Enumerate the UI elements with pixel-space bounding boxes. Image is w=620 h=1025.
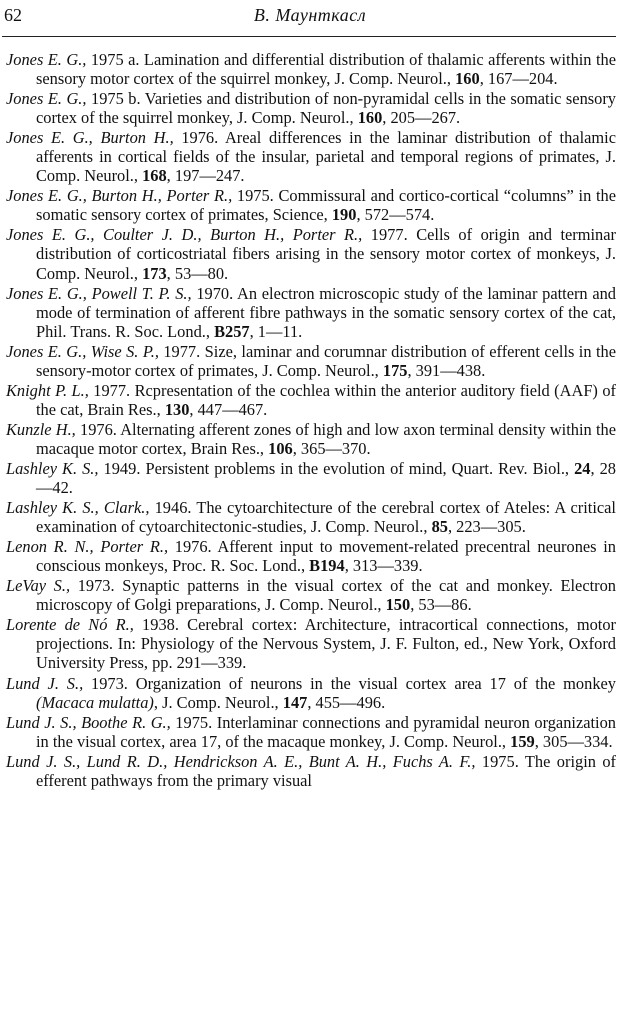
reference-entry xyxy=(6,752,616,790)
reference-text: , 167—204. xyxy=(479,69,558,89)
reference-authors: Kunzle H., xyxy=(6,419,76,439)
reference-volume: B257 xyxy=(214,321,250,341)
reference-text: 1977. Cells of origin and terminar distribution of corticostriatal fibers arising in the sensory motor cortex of monkeys, J. Comp. Neurol., xyxy=(36,225,616,283)
reference-volume: 159 xyxy=(510,731,535,751)
reference-text: 1949. Persistent problems in the evolution of mind, Quart. Rev. Biol., xyxy=(98,458,575,478)
reference-volume: 130 xyxy=(164,399,190,419)
reference-list xyxy=(6,50,616,791)
reference-text: , 53—86. xyxy=(410,595,472,615)
reference-authors: Jones E. G., Burton H., Porter R., xyxy=(6,186,233,206)
reference-text: 1977. Rcpresentation of the cochlea within the anterior auditory field (AAF) of the cat, Brain Res., xyxy=(36,380,616,419)
reference-entry xyxy=(6,537,616,575)
reference-volume: 106 xyxy=(268,438,293,458)
reference-species: (Macaca mulatta) xyxy=(36,692,154,712)
reference-text: , 313—339. xyxy=(344,556,423,576)
reference-authors: Lashley K. S., Clark., xyxy=(6,498,150,518)
reference-entry xyxy=(6,459,616,497)
reference-volume: 150 xyxy=(385,595,411,615)
reference-entry xyxy=(6,713,616,751)
reference-volume: 160 xyxy=(357,108,383,128)
reference-text: 1970. An electron microscopic study of the laminar pattern and mode of termination of afferent fibre pathways in the somatic sensory cortex of the cat, Phil. Trans. R. Soc. Lond., xyxy=(36,283,616,341)
reference-text: 1946. The cytoarchitecture of the cerebral cortex of Ateles: A critical examination of cytoarchitectonic-studies, J. Comp. Neurol., xyxy=(36,498,616,537)
reference-text: , 391—438. xyxy=(407,360,486,380)
reference-text: , 28—42. xyxy=(36,458,616,498)
reference-text: 1976. Alternating afferent zones of high and low axon terminal density within the macaque motor cortex, Brain Res., xyxy=(36,419,616,458)
header-rule xyxy=(2,36,616,37)
reference-text: 1977. Size, laminar and corumnar distribution of efferent cells in the sensory-motor cortex of primates, J. Comp. Neurol., xyxy=(36,341,616,380)
reference-text: , 205—267. xyxy=(382,108,461,128)
reference-text: , J. Comp. Neurol., xyxy=(153,692,283,712)
reference-text: 1975 b. Varieties and distribution of non-pyramidal cells in the somatic sensory cortex of the squirrel monkey, J. Comp. Neurol., xyxy=(36,89,616,128)
reference-volume: 147 xyxy=(282,692,308,712)
reference-authors: LeVay S., xyxy=(6,576,71,596)
page-number: 62 xyxy=(4,5,22,25)
running-title: В. Маунткасл xyxy=(253,5,367,25)
reference-text: 1976. Areal differences in the laminar distribution of thalamic afferents in cortical fields of the insular, parietal and temporal regions of primates, J. Comp. Neurol., xyxy=(36,128,616,186)
reference-text: , 53—80. xyxy=(166,263,229,283)
reference-text: 1973. Organization of neurons in the visual cortex area 17 of the monkey xyxy=(83,673,616,693)
reference-volume: 190 xyxy=(331,205,357,225)
reference-authors: Jones E. G., Wise S. P., xyxy=(6,341,159,361)
reference-authors: Jones E. G., Coulter J. D., Burton H., Porter R., xyxy=(6,225,363,245)
reference-text: 1975. Commissural and cortico-cortical “columns” in the somatic sensory cortex of primates, Science, xyxy=(36,186,616,225)
reference-authors: Jones E. G., Burton H., xyxy=(6,128,174,148)
reference-text: 1938. Cerebral cortex: Architecture, intracortical connections, motor projections. In: Physiology of the Nervous System, J. F. Fulton, ed., New York, Oxford University Press, pp. 291—339. xyxy=(36,615,616,673)
reference-text: , 305—334. xyxy=(534,731,613,751)
reference-authors: Lund J. S., Lund R. D., Hendrickson A. E., Bunt A. H., Fuchs A. F., xyxy=(6,751,476,771)
reference-text: , 197—247. xyxy=(166,166,245,186)
reference-volume: 85 xyxy=(431,517,448,537)
reference-entry xyxy=(6,342,616,380)
reference-entry xyxy=(6,186,616,224)
reference-entry xyxy=(6,284,616,341)
reference-text: , 455—496. xyxy=(307,692,386,712)
reference-text: 1975 a. Lamination and differential distribution of thalamic afferents within the sensory motor cortex of the squirrel monkey, J. Comp. Neurol., xyxy=(36,50,616,89)
reference-entry xyxy=(6,498,616,536)
reference-authors: Jones E. G., Powell T. P. S., xyxy=(6,283,192,303)
reference-authors: Lashley K. S., xyxy=(6,458,99,478)
reference-entry xyxy=(6,674,616,712)
reference-text: , 447—467. xyxy=(189,399,268,419)
reference-authors: Lenon R. N., Porter R., xyxy=(6,537,169,557)
reference-volume: 168 xyxy=(142,166,167,186)
reference-authors: Jones E. G., xyxy=(6,50,87,69)
reference-text: 1975. The origin of efferent pathways from the primary visual xyxy=(36,751,617,790)
reference-entry xyxy=(6,225,616,282)
reference-text: , 572—574. xyxy=(356,205,435,225)
page-header xyxy=(0,0,620,34)
reference-entry xyxy=(6,420,616,458)
reference-text: 1975. Interlaminar connections and pyramidal neuron organization in the visual cortex, area 17, of the macaque monkey, J. Comp. Neurol., xyxy=(36,712,616,751)
reference-volume: 175 xyxy=(382,360,408,380)
reference-entry xyxy=(6,381,616,419)
reference-entry xyxy=(6,128,616,185)
reference-entry xyxy=(6,50,616,88)
reference-volume: 24 xyxy=(574,458,591,478)
reference-text: , 1—11. xyxy=(249,321,303,341)
reference-entry xyxy=(6,576,616,614)
reference-authors: Lorente de Nó R., xyxy=(6,615,134,635)
reference-authors: Knight P. L., xyxy=(6,380,89,400)
reference-volume: 173 xyxy=(142,263,167,283)
reference-authors: Jones E. G., xyxy=(6,89,87,109)
reference-text: , 365—370. xyxy=(292,438,371,458)
reference-text: 1973. Synaptic patterns in the visual cortex of the cat and monkey. Electron microscopy of Golgi preparations, J. Comp. Neurol., xyxy=(36,576,617,615)
reference-text: , 223—305. xyxy=(447,517,526,537)
reference-volume: B194 xyxy=(309,556,345,576)
reference-entry xyxy=(6,89,616,127)
reference-authors: Lund J. S., Boothe R. G., xyxy=(6,712,171,732)
reference-authors: Lund J. S., xyxy=(6,673,84,693)
reference-text: 1976. Afferent input to movement-related precentral neurones in conscious monkeys, Proc. R. Soc. Lond., xyxy=(36,537,616,576)
reference-volume: 160 xyxy=(455,69,480,89)
reference-entry xyxy=(6,615,616,672)
